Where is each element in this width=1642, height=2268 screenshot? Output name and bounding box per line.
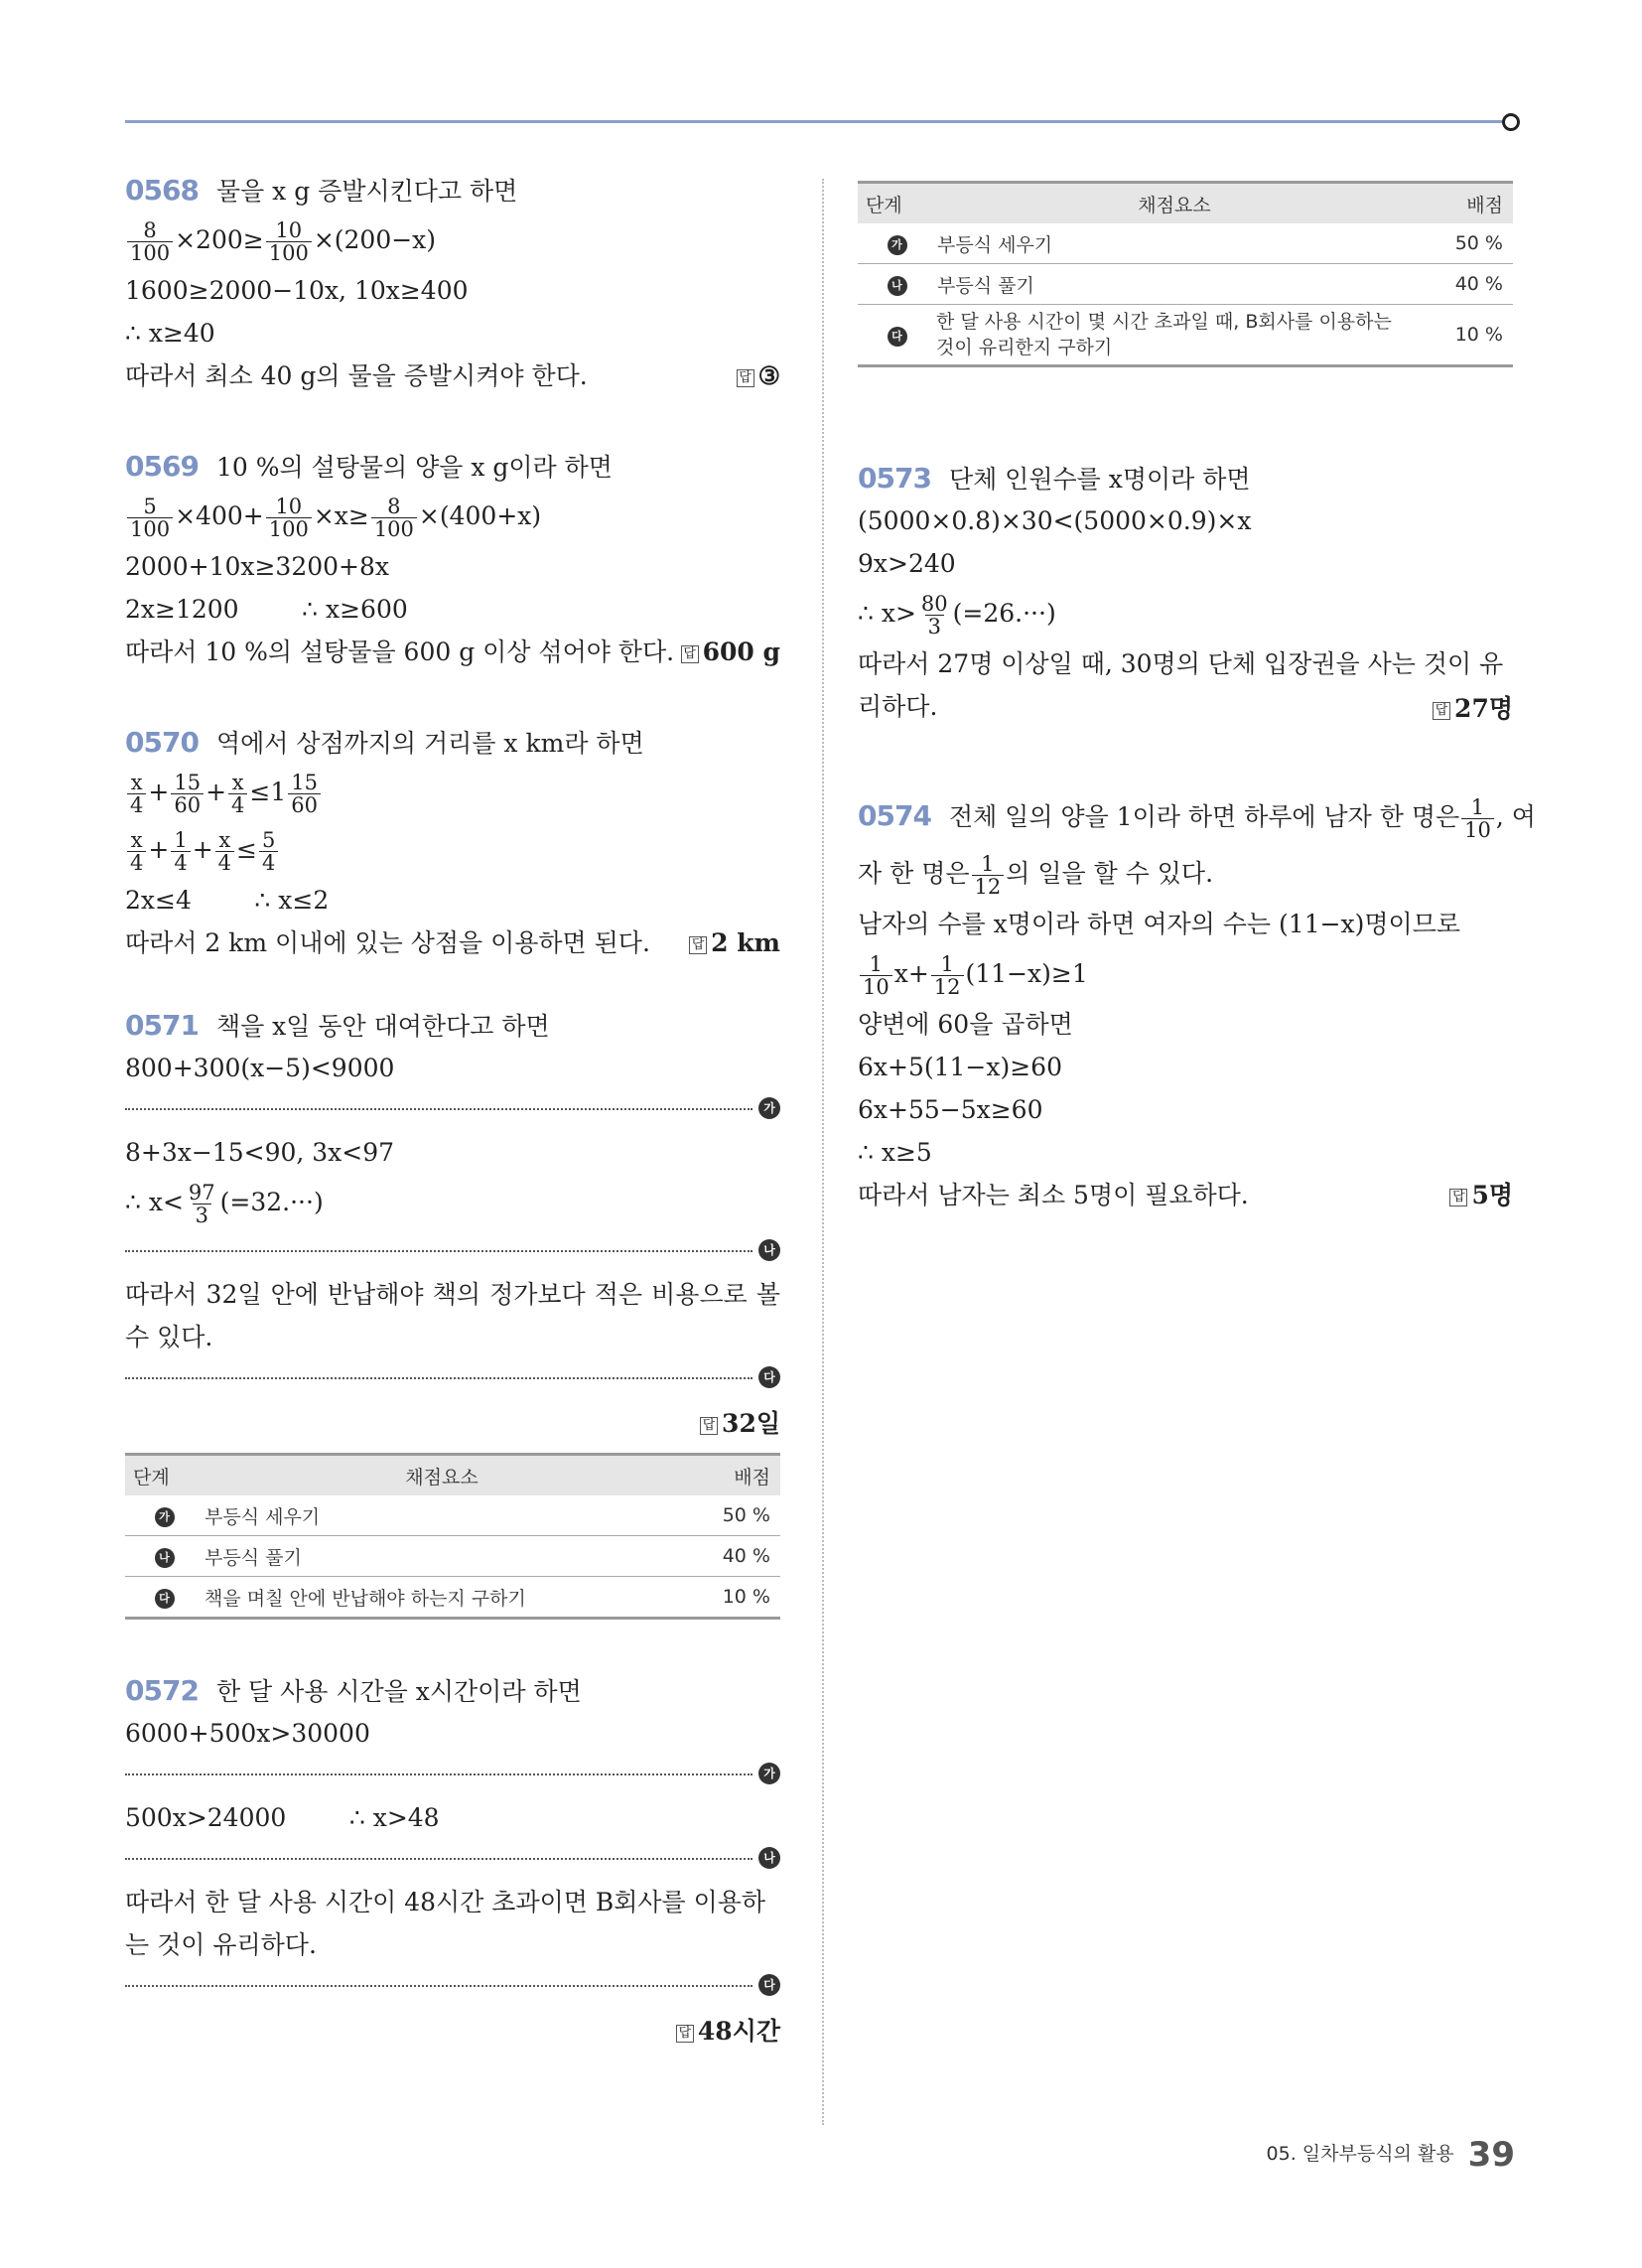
table-header: 배점 <box>680 1455 780 1496</box>
problem-intro: 물을 x g 증발시킨다고 하면 <box>215 177 518 206</box>
table-row: 다 책을 며칠 안에 반납해야 하는지 구하기 10 % <box>125 1577 780 1619</box>
stage-mark-icon: 가 <box>888 235 907 255</box>
equation: 6x+5(11−x)≥60 <box>858 1053 1062 1081</box>
top-rule-end-dot <box>1502 113 1520 131</box>
equation: 6x+55−5x≥60 <box>858 1095 1043 1124</box>
problem-intro: 한 달 사용 시간을 x시간이라 하면 <box>215 1677 582 1706</box>
page-number: 39 <box>1467 2135 1515 2175</box>
equation: ∴ x< $\frac{97}{3}$ (=32.···) <box>125 1181 324 1227</box>
stage-mark-icon: 나 <box>155 1548 175 1568</box>
problem-number: 0571 <box>125 1009 199 1042</box>
equation: ∴ x≥40 <box>125 319 215 348</box>
problem-number: 0568 <box>125 174 199 207</box>
answer: 답 27명 <box>1433 689 1513 725</box>
conclusion: 따라서 10 %의 설탕물을 600 g 이상 섞어야 한다. 답 600 g <box>125 631 780 673</box>
problem-0568 <box>125 169 780 397</box>
table-row: 나 부등식 풀기 40 % <box>858 264 1513 305</box>
conclusion: 따라서 32일 안에 반납해야 책의 정가보다 적은 비용으로 볼 수 있다. <box>125 1280 780 1351</box>
top-rule <box>125 120 1507 123</box>
problem-intro: 전체 일의 양을 1이라 하면 하루에 남자 한 명은 <box>948 802 1460 831</box>
answer-mark-icon: 답 <box>689 936 707 954</box>
answer: 답 5명 <box>1449 1174 1513 1216</box>
equation: 2000+10x≥3200+8x <box>125 552 390 581</box>
fraction: $\frac{8}{100}$ <box>127 219 173 264</box>
answer-row <box>125 2008 780 2051</box>
equation: $\frac{1}{10}$ x+ $\frac{1}{12}$ (11−x)≥1 <box>858 945 1513 1003</box>
problem-number: 0569 <box>125 450 199 483</box>
chapter-title: 05. 일차부등식의 활용 <box>1266 2143 1454 2165</box>
answer-mark-icon: 답 <box>1433 702 1450 720</box>
equation: 1600≥2000−10x, 10x≥400 <box>125 276 469 305</box>
answer-mark-icon: 답 <box>737 369 754 387</box>
table-header: 단계 <box>125 1455 204 1496</box>
stage-mark-icon: 다 <box>758 1366 780 1388</box>
stage-mark-icon: 나 <box>758 1239 780 1261</box>
problem-intro: 10 %의 설탕물의 양을 x g이라 하면 <box>215 453 613 482</box>
equation: 6000+500x>30000 <box>125 1719 370 1748</box>
problem-intro: 역에서 상점까지의 거리를 x km라 하면 <box>215 729 644 758</box>
problem-number: 0573 <box>858 462 931 495</box>
answer: 답 48시간 <box>676 2012 780 2048</box>
equation: ∴ x≥5 <box>858 1138 932 1167</box>
stage-mark-icon: 다 <box>155 1589 175 1609</box>
equation: 2x≤4 ∴ x≤2 <box>125 886 330 915</box>
text-line: 양변에 60을 곱하면 <box>858 1010 1073 1039</box>
table-row: 가 부등식 세우기 50 % <box>125 1495 780 1536</box>
problem-0573 <box>858 457 1513 728</box>
problem-number: 0572 <box>125 1674 199 1707</box>
stage-divider <box>125 1239 780 1263</box>
answer: 답 600 g <box>681 631 780 673</box>
table-header: 배점 <box>1413 183 1513 224</box>
text-line: 자 한 명은 $\frac{1}{12}$ 의 일을 할 수 있다. <box>858 852 1214 899</box>
right-column <box>858 169 1536 1216</box>
answer-mark-icon: 답 <box>676 2025 694 2043</box>
table-header: 단계 <box>858 183 936 224</box>
equation: (5000×0.8)×30<(5000×0.9)×x <box>858 506 1252 535</box>
problem-0569 <box>125 445 780 673</box>
stage-mark-icon: 가 <box>758 1763 780 1784</box>
column-separator <box>822 179 824 2125</box>
stage-mark-icon: 나 <box>888 276 907 296</box>
equation: ∴ x> $\frac{80}{3}$ (=26.···) <box>858 592 1056 638</box>
answer-mark-icon: 답 <box>1449 1189 1467 1206</box>
scoring-table <box>125 1453 780 1620</box>
table-row: 나 부등식 풀기 40 % <box>125 1536 780 1577</box>
answer-row <box>125 1400 780 1443</box>
table-row: 다 한 달 사용 시간이 몇 시간 초과일 때, B회사를 이용하는 것이 유리한지 구하기 10 % <box>858 305 1513 366</box>
problem-number: 0574 <box>858 799 931 832</box>
answer: 답 32일 <box>700 1404 780 1440</box>
answer-mark-icon: 답 <box>700 1417 718 1435</box>
stage-divider <box>125 1366 780 1390</box>
equation: $\frac{x}{4}$ + $\frac{1}{4}$ + $\frac{x}{4}$ ≤ $\frac{5}{4}$ <box>125 821 780 879</box>
stage-divider <box>125 1763 780 1786</box>
text-line: 남자의 수를 x명이라 하면 여자의 수는 (11−x)명이므로 <box>858 910 1460 938</box>
problem-0574: 0574 전체 일의 양을 1이라 하면 하루에 남자 한 명은 $\frac{1}{10}$ , 여 자 한 명은 $\frac{1}{12}$ 의 일을 할 수 있다. 남자의 수를 x명이라 하면 여자의 수는 (11−x)명이므로 $\frac{1}{10}$ x+ $\frac{1}{12}$ (11−x)≥1 양변에 60을 곱하면 6x+5(11−x)≥60 6x+55−5x≥60 ∴ x≥5 따라서 남자는 최소 5명이 필요하다. 답 5명 <box>858 787 1513 1216</box>
left-column <box>125 169 780 2051</box>
conclusion: 따라서 한 달 사용 시간이 48시간 초과이면 B회사를 이용하는 것이 유리하다. <box>125 1888 766 1959</box>
fraction: $\frac{10}{100}$ <box>266 219 312 264</box>
stage-divider <box>125 1974 780 1998</box>
equation: $\frac{x}{4}$ + $\frac{15}{60}$ + $\frac{x}{4}$ ≤1 $\frac{15}{60}$ <box>125 764 780 821</box>
problem-intro: 단체 인원수를 x명이라 하면 <box>948 465 1251 494</box>
scoring-table <box>858 181 1513 367</box>
problem-0570 <box>125 721 780 964</box>
conclusion: 따라서 남자는 최소 5명이 필요하다. 답 5명 <box>858 1174 1513 1216</box>
equation: 500x>24000 ∴ x>48 <box>125 1803 440 1832</box>
problem-intro: 책을 x일 동안 대여한다고 하면 <box>215 1012 550 1041</box>
equation: $\frac{5}{100}$ ×400+ $\frac{10}{100}$ ×x≥ $\frac{8}{100}$ ×(400+x) <box>125 488 780 545</box>
answer-row <box>858 685 1513 728</box>
table-header: 채점요소 <box>204 1455 680 1496</box>
equation: 2x≥1200 ∴ x≥600 <box>125 595 408 624</box>
conclusion: 따라서 최소 40 g의 물을 증발시켜야 한다. 답 ③ <box>125 354 780 397</box>
stage-mark-icon: 다 <box>888 327 907 347</box>
page-footer <box>1267 2135 1515 2175</box>
equation: 8+3x−15<90, 3x<97 <box>125 1138 395 1167</box>
equation: $\frac{8}{100}$ ×200≥ $\frac{10}{100}$ ×(200−x) <box>125 212 780 269</box>
problem-number: 0570 <box>125 726 199 759</box>
answer: 답 2 km <box>689 921 780 964</box>
stage-mark-icon: 다 <box>758 1974 780 1996</box>
table-header: 채점요소 <box>936 183 1413 224</box>
conclusion: 따라서 2 km 이내에 있는 상점을 이용하면 된다. 답 2 km <box>125 921 780 964</box>
stage-mark-icon: 가 <box>758 1097 780 1119</box>
stage-divider <box>125 1097 780 1121</box>
stage-divider <box>125 1847 780 1871</box>
conclusion: 따라서 27명 이상일 때, 30명의 단체 입장권을 사는 것이 유리하다. <box>858 649 1504 721</box>
problem-0571 <box>125 1004 780 1620</box>
answer-mark-icon: 답 <box>681 645 699 663</box>
equation: 800+300(x−5)<9000 <box>125 1054 395 1082</box>
stage-mark-icon: 나 <box>758 1847 780 1869</box>
problem-0572 <box>125 1669 780 2051</box>
answer: 답 ③ <box>737 354 780 397</box>
table-row: 가 부등식 세우기 50 % <box>858 223 1513 264</box>
equation: 9x>240 <box>858 549 956 578</box>
stage-mark-icon: 가 <box>155 1507 175 1527</box>
